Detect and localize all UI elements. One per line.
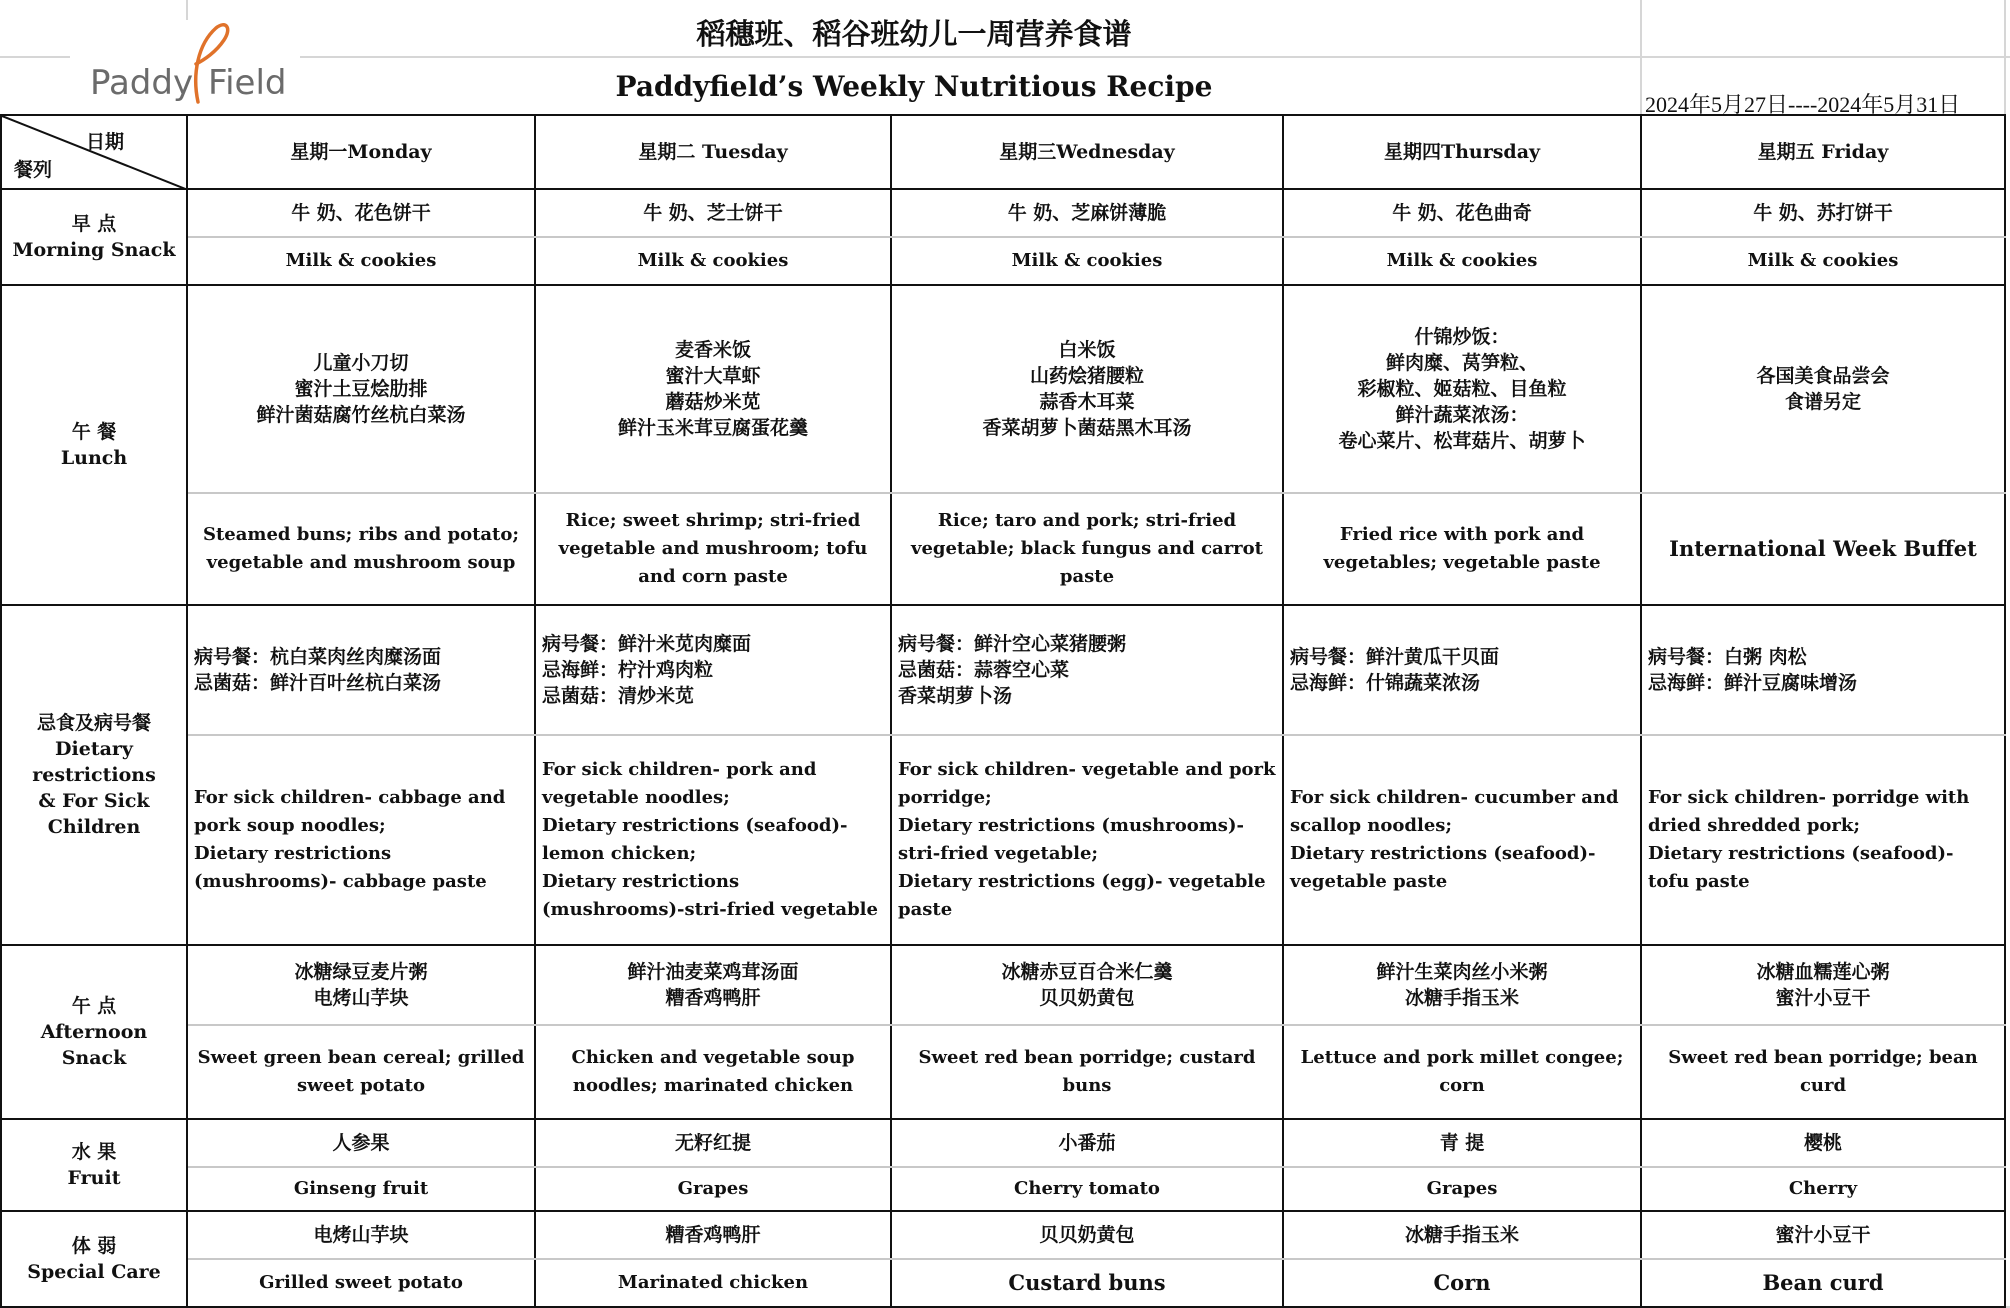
table-row — [1, 1259, 2005, 1307]
diet-en-wed: For sick children- vegetable and pork porridge; Dietary restrictions (mushrooms)- stri-fried vegetable; Dietary restrictions (egg)- vegetable paste — [891, 735, 1283, 945]
row-label-afternoon-snack: 午 点 Afternoon Snack — [1, 945, 187, 1119]
diet-cn-tue: 病号餐：鲜汁米苋肉糜面 忌海鲜：柠汁鸡肉粒 忌菌菇：清炒米苋 — [535, 605, 891, 735]
morning-cn-mon: 牛 奶、花色饼干 — [187, 189, 535, 237]
morning-cn-tue: 牛 奶、芝士饼干 — [535, 189, 891, 237]
morning-en-thu: Milk & cookies — [1283, 237, 1641, 285]
grid-line — [0, 56, 70, 58]
day-header-row — [1, 115, 2005, 189]
table-row — [1, 493, 2005, 605]
morning-cn-thu: 牛 奶、花色曲奇 — [1283, 189, 1641, 237]
morning-en-tue: Milk & cookies — [535, 237, 891, 285]
page-title-chinese: 稻穗班、稻谷班幼儿一周营养食谱 — [696, 17, 1132, 51]
afternoon-cn-fri: 冰糖血糯莲心粥 蜜汁小豆干 — [1641, 945, 2005, 1025]
lunch-en-thu: Fried rice with pork and vegetables; vegetable paste — [1283, 493, 1641, 605]
morning-en-mon: Milk & cookies — [187, 237, 535, 285]
special-en-fri: Bean curd — [1641, 1259, 2005, 1307]
fruit-en-wed: Cherry tomato — [891, 1167, 1283, 1211]
special-cn-thu: 冰糖手指玉米 — [1283, 1211, 1641, 1259]
lunch-en-mon: Steamed buns; ribs and potato; vegetable and mushroom soup — [187, 493, 535, 605]
weekly-recipe-table — [0, 114, 2006, 1308]
special-cn-mon: 电烤山芋块 — [187, 1211, 535, 1259]
row-label-special-care: 体 弱 Special Care — [1, 1211, 187, 1307]
diet-cn-wed: 病号餐：鲜汁空心菜猪腰粥 忌菌菇：蒜蓉空心菜 香菜胡萝卜汤 — [891, 605, 1283, 735]
special-en-mon: Grilled sweet potato — [187, 1259, 535, 1307]
diet-cn-thu: 病号餐：鲜汁黄瓜干贝面 忌海鲜：什锦蔬菜浓汤 — [1283, 605, 1641, 735]
svg-text:Field: Field — [208, 63, 287, 103]
afternoon-en-wed: Sweet red bean porridge; custard buns — [891, 1025, 1283, 1119]
afternoon-en-tue: Chicken and vegetable soup noodles; marinated chicken — [535, 1025, 891, 1119]
table-row — [1, 1119, 2005, 1167]
afternoon-en-thu: Lettuce and pork millet congee; corn — [1283, 1025, 1641, 1119]
afternoon-en-mon: Sweet green bean cereal; grilled sweet potato — [187, 1025, 535, 1119]
fruit-cn-wed: 小番茄 — [891, 1119, 1283, 1167]
diet-cn-fri: 病号餐：白粥 肉松 忌海鲜：鲜汁豆腐味增汤 — [1641, 605, 2005, 735]
lunch-cn-mon: 儿童小刀切 蜜汁土豆烩肋排 鲜汁菌菇腐竹丝杭白菜汤 — [187, 285, 535, 493]
lunch-cn-wed: 白米饭 山药烩猪腰粒 蒜香木耳菜 香菜胡萝卜菌菇黑木耳汤 — [891, 285, 1283, 493]
special-en-wed: Custard buns — [891, 1259, 1283, 1307]
fruit-cn-thu: 青 提 — [1283, 1119, 1641, 1167]
table-row — [1, 189, 2005, 237]
afternoon-en-fri: Sweet red bean porridge; bean curd — [1641, 1025, 2005, 1119]
special-cn-fri: 蜜汁小豆干 — [1641, 1211, 2005, 1259]
fruit-en-mon: Ginseng fruit — [187, 1167, 535, 1211]
lunch-cn-fri: 各国美食品尝会 食谱另定 — [1641, 285, 2005, 493]
afternoon-cn-mon: 冰糖绿豆麦片粥 电烤山芋块 — [187, 945, 535, 1025]
diet-cn-mon: 病号餐：杭白菜肉丝肉糜汤面 忌菌菇：鲜汁百叶丝杭白菜汤 — [187, 605, 535, 735]
diet-en-mon: For sick children- cabbage and pork soup noodles; Dietary restrictions (mushrooms)- cabbage paste — [187, 735, 535, 945]
morning-cn-fri: 牛 奶、苏打饼干 — [1641, 189, 2005, 237]
row-label-dietary: 忌食及病号餐 Dietary restrictions & For Sick Children — [1, 605, 187, 945]
corner-meal-label: 餐列 — [14, 159, 53, 181]
date-range: 2024年5月27日----2024年5月31日 — [1645, 92, 1961, 117]
special-cn-tue: 糟香鸡鸭肝 — [535, 1211, 891, 1259]
diet-en-thu: For sick children- cucumber and scallop noodles; Dietary restrictions (seafood)- vegetable paste — [1283, 735, 1641, 945]
fruit-cn-tue: 无籽红提 — [535, 1119, 891, 1167]
day-header-thursday: 星期四Thursday — [1283, 115, 1641, 189]
diet-en-tue: For sick children- pork and vegetable noodles; Dietary restrictions (seafood)- lemon chicken; Dietary restrictions (mushrooms)-stri-fried vegetable — [535, 735, 891, 945]
page-title-english: Paddyfield’s Weekly Nutritious Recipe — [615, 70, 1213, 103]
svg-text:Paddy: Paddy — [90, 63, 194, 103]
afternoon-cn-thu: 鲜汁生菜肉丝小米粥 冰糖手指玉米 — [1283, 945, 1641, 1025]
fruit-cn-mon: 人参果 — [187, 1119, 535, 1167]
morning-en-wed: Milk & cookies — [891, 237, 1283, 285]
fruit-en-tue: Grapes — [535, 1167, 891, 1211]
row-label-fruit: 水 果 Fruit — [1, 1119, 187, 1211]
row-label-morning-snack: 早 点 Morning Snack — [1, 189, 187, 285]
row-label-lunch: 午 餐 Lunch — [1, 285, 187, 605]
lunch-en-wed: Rice; taro and pork; stri-fried vegetable; black fungus and carrot paste — [891, 493, 1283, 605]
lunch-en-tue: Rice; sweet shrimp; stri-fried vegetable and mushroom; tofu and corn paste — [535, 493, 891, 605]
fruit-cn-fri: 樱桃 — [1641, 1119, 2005, 1167]
morning-cn-wed: 牛 奶、芝麻饼薄脆 — [891, 189, 1283, 237]
corner-header-cell — [1, 115, 187, 189]
afternoon-cn-tue: 鲜汁油麦菜鸡茸汤面 糟香鸡鸭肝 — [535, 945, 891, 1025]
table-row — [1, 1025, 2005, 1119]
morning-en-fri: Milk & cookies — [1641, 237, 2005, 285]
fruit-en-thu: Grapes — [1283, 1167, 1641, 1211]
corner-date-label: 日期 — [85, 131, 124, 153]
grid-line — [1642, 56, 2010, 58]
day-header-wednesday: 星期三Wednesday — [891, 115, 1283, 189]
table-row — [1, 1167, 2005, 1211]
day-header-monday: 星期一Monday — [187, 115, 535, 189]
day-header-tuesday: 星期二 Tuesday — [535, 115, 891, 189]
table-row — [1, 285, 2005, 493]
special-en-thu: Corn — [1283, 1259, 1641, 1307]
table-row — [1, 605, 2005, 735]
lunch-cn-thu: 什锦炒饭： 鲜肉糜、莴笋粒、 彩椒粒、姬菇粒、目鱼粒 鲜汁蔬菜浓汤： 卷心菜片、松茸菇片、胡萝卜 — [1283, 285, 1641, 493]
table-row — [1, 735, 2005, 945]
afternoon-cn-wed: 冰糖赤豆百合米仁羹 贝贝奶黄包 — [891, 945, 1283, 1025]
special-en-tue: Marinated chicken — [535, 1259, 891, 1307]
fruit-en-fri: Cherry — [1641, 1167, 2005, 1211]
day-header-friday: 星期五 Friday — [1641, 115, 2005, 189]
diet-en-fri: For sick children- porridge with dried shredded pork; Dietary restrictions (seafood)- tofu paste — [1641, 735, 2005, 945]
table-row — [1, 1211, 2005, 1259]
lunch-cn-tue: 麦香米饭 蜜汁大草虾 蘑菇炒米苋 鲜汁玉米茸豆腐蛋花羹 — [535, 285, 891, 493]
lunch-en-fri: International Week Buffet — [1641, 493, 2005, 605]
table-row — [1, 237, 2005, 285]
table-row — [1, 945, 2005, 1025]
special-cn-wed: 贝贝奶黄包 — [891, 1211, 1283, 1259]
